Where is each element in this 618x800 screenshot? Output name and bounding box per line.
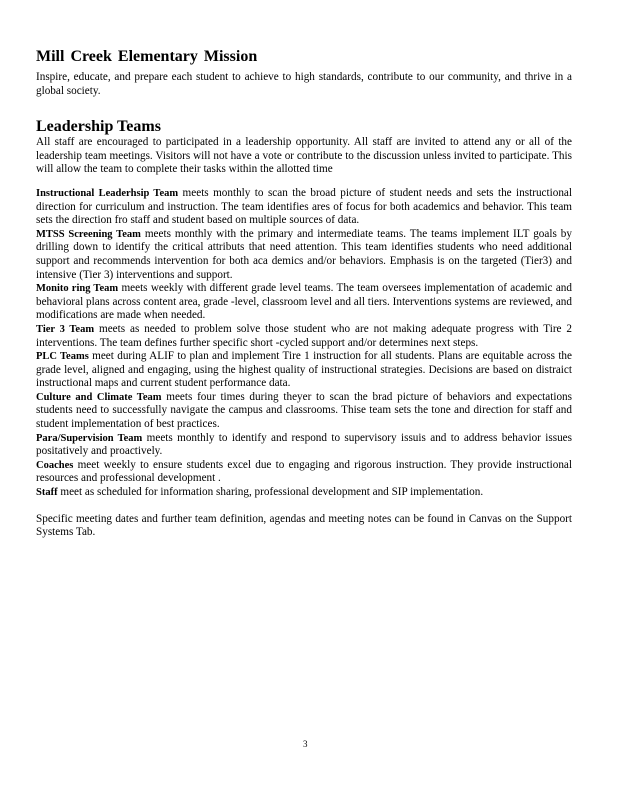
- team-description: meets monthly with the primary and intermediate teams. The teams implement ILT goals by drilling down to identify the critical attributs that need attention. This team identifies students who need additional support and recommends intervention for both aca demics and/or behaviors. Emphasis is on the targeted (Tier3) and intensive (Tier 3) interventions and support.: [36, 227, 572, 281]
- mission-statement: Inspire, educate, and prepare each student to achieve to high standards, contribute to our community, and thrive in a global society.: [36, 71, 572, 97]
- document-page: [36, 48, 572, 540]
- leadership-intro: All staff are encouraged to participated in a leadership opportunity. All staff are invited to attend any or all of the leadership team meetings. Visitors will not have a vote or contribute to the discussion unless invited to participate. This will allow the team to complete their tasks within the allotted time: [36, 136, 572, 176]
- team-entry-coaches: [36, 459, 572, 486]
- team-description: meets monthly to identify and respond to supervisory issuis and to address behavior issues positatively and proactively.: [36, 431, 572, 458]
- team-entry-staff: [36, 486, 572, 500]
- team-description: meets as needed to problem solve those student who are not making adequate progress with Tire 2 interventions. The team defines further specific short -cycled support and/or determines next steps.: [36, 322, 573, 349]
- team-name: Monito ring Team: [36, 283, 119, 295]
- team-description: meet during ALIF to plan and implement Tire 1 instruction for all students. Plans are equitable across the grade level, aligned and engaging, using the highest quality of instructional strategies. Decisions are based on distraict instructional maps and current student performance data.: [36, 350, 572, 390]
- team-entry-culture-climate: [36, 391, 572, 432]
- spacer: [36, 500, 572, 513]
- leadership-teams-title: Leadership Teams: [36, 118, 161, 136]
- team-entry-tier-3: [36, 323, 572, 350]
- team-name: Coaches: [36, 459, 74, 471]
- team-name: MTSS Screening Team: [36, 228, 141, 240]
- team-description: meets weekly with different grade level teams. The team oversees implementation of academic and behavioral plans across content area, grade -level, classroom level and all tiers. Interventions systems are reviewed, and modifications are made when needed.: [36, 282, 572, 322]
- team-name: Instructional Leaderhsip Team: [36, 187, 179, 199]
- team-description: meets monthly to scan the broad picture of student needs and sets the instructional direction for curriculum and instruction. The team identifies ares of focus for both academics and behavior. This team sets the direction fro staff and student based on multiple sources of data.: [36, 186, 572, 227]
- team-entry-monitoring: [36, 282, 572, 323]
- team-name: Tier 3 Team: [36, 323, 95, 335]
- team-description: meet as scheduled for information sharing, professional development and SIP implementation.: [57, 486, 484, 499]
- team-list: [36, 187, 572, 500]
- team-entry-mtss-screening: [36, 228, 572, 282]
- team-entry-plc: [36, 350, 572, 391]
- team-description: meets four times during theyer to scan the brad picture of behaviors and expectations students need to successfully navigate the campus and classrooms. Thise team sets the tone and direction for staff and student implementation of best practices.: [36, 390, 572, 431]
- page-number: 3: [303, 739, 308, 749]
- team-name: PLC Teams: [36, 351, 89, 363]
- team-name: Para/Supervision Team: [36, 432, 143, 444]
- team-entry-para-supervision: [36, 432, 572, 459]
- team-entry-instructional-leadership: [36, 187, 572, 228]
- mission-title: Mill Creek Elementary Mission: [36, 48, 258, 65]
- team-description: meet weekly to ensure students excel due to engaging and rigorous instruction. They provide instructional resources and professional development .: [36, 458, 572, 485]
- closing-note: Specific meeting dates and further team definition, agendas and meeting notes can be found in Canvas on the Support Systems Tab.: [36, 512, 572, 539]
- team-name: Staff: [36, 487, 58, 499]
- team-name: Culture and Climate Team: [36, 391, 162, 403]
